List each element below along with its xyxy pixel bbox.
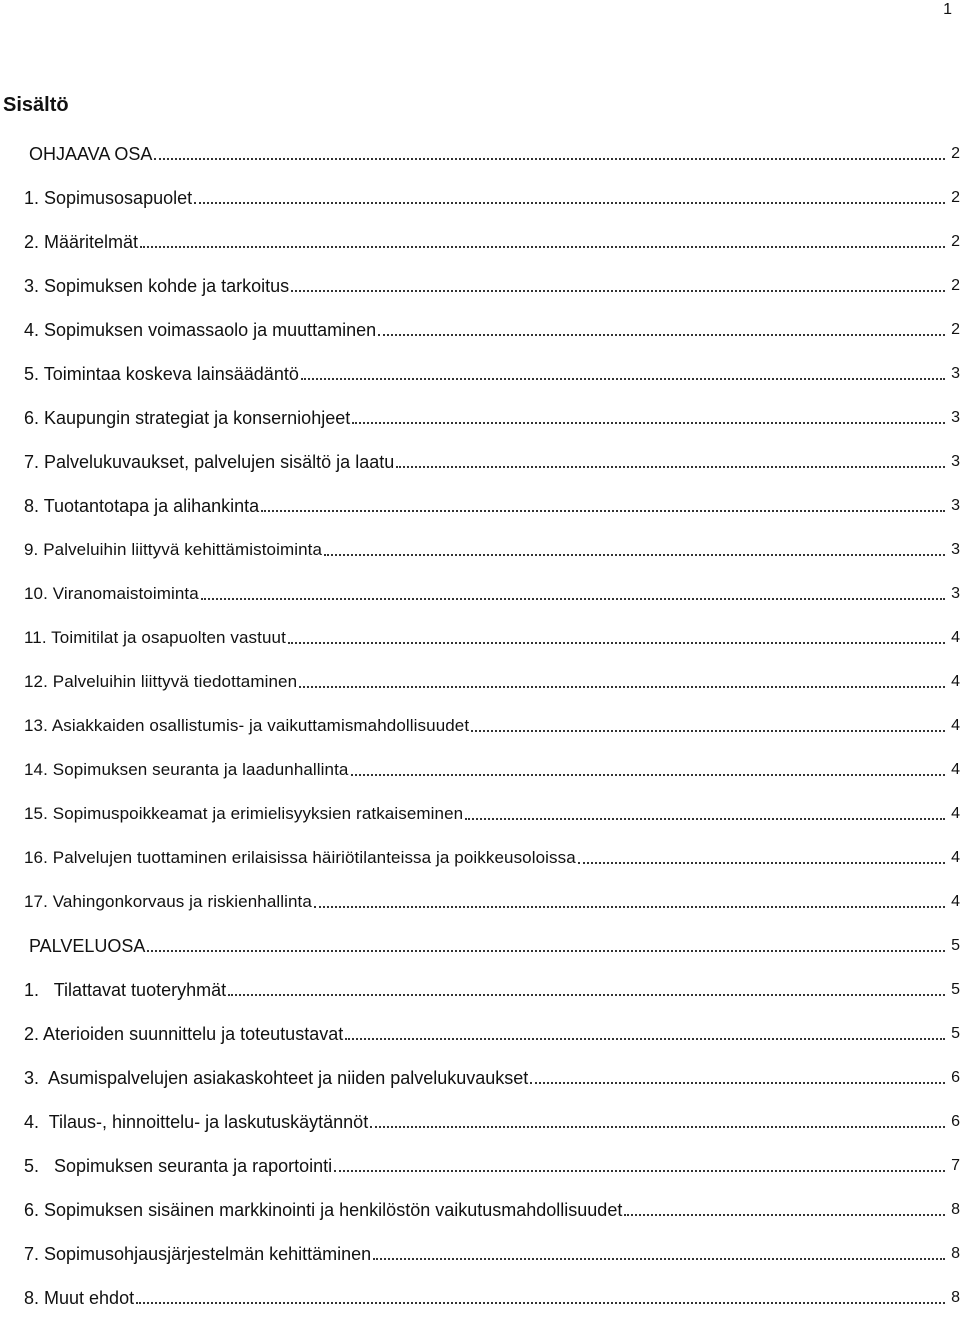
toc-entry-label: 5. Toimintaa koskeva lainsäädäntö xyxy=(24,364,299,384)
dot-leader xyxy=(291,290,945,292)
dot-leader xyxy=(370,1126,945,1128)
toc-entry-page: 7 xyxy=(951,1157,960,1174)
toc-entry-15[interactable] xyxy=(0,795,960,825)
toc-entry-page: 3 xyxy=(951,365,960,382)
toc-entry-6[interactable] xyxy=(0,399,960,429)
dot-leader xyxy=(299,686,945,688)
dot-leader xyxy=(334,1170,945,1172)
toc-entry-page: 8 xyxy=(951,1201,960,1218)
toc-entry-page: 4 xyxy=(951,761,960,778)
toc-entry-11[interactable] xyxy=(0,619,960,649)
toc-entry-17[interactable] xyxy=(0,883,960,913)
toc-entry-label: 15. Sopimuspoikkeamat ja erimielisyyksien ratkaiseminen xyxy=(24,804,464,823)
toc-entry-page: 4 xyxy=(951,849,960,866)
toc-entry-16[interactable] xyxy=(0,839,960,869)
dot-leader xyxy=(314,906,945,908)
toc-entry-label: 3. Sopimuksen kohde ja tarkoitus xyxy=(24,276,290,296)
toc-entry-label: 1. Tilattavat tuoteryhmät xyxy=(24,980,227,1000)
toc-entry-page: 4 xyxy=(951,629,960,646)
toc-entry-palveluosa-5[interactable] xyxy=(0,1147,960,1177)
toc-entry-palveluosa-3[interactable] xyxy=(0,1059,960,1089)
dot-leader xyxy=(201,598,945,600)
toc-entry-palveluosa-7[interactable] xyxy=(0,1235,960,1265)
toc-entry-page: 5 xyxy=(951,937,960,954)
toc-entry-label: PALVELUOSA xyxy=(29,936,146,956)
dot-leader xyxy=(140,246,945,248)
page-number: 1 xyxy=(943,1,952,18)
toc-entry-label: 10. Viranomaistoiminta xyxy=(24,584,199,603)
toc-entry-5[interactable] xyxy=(0,355,960,385)
dot-leader xyxy=(228,994,945,996)
toc-entry-3[interactable] xyxy=(0,267,960,297)
toc-entry-page: 2 xyxy=(951,233,960,250)
toc-entry-page: 2 xyxy=(951,321,960,338)
toc-entry-page: 4 xyxy=(951,717,960,734)
toc-entry-page: 3 xyxy=(951,409,960,426)
toc-entry-page: 5 xyxy=(951,1025,960,1042)
dot-leader xyxy=(624,1214,945,1216)
toc-entry-12[interactable] xyxy=(0,663,960,693)
dot-leader xyxy=(396,466,945,468)
toc-entry-label: 4. Sopimuksen voimassaolo ja muuttaminen xyxy=(24,320,377,340)
dot-leader xyxy=(154,158,945,160)
dot-leader xyxy=(530,1082,945,1084)
toc-entry-label: 13. Asiakkaiden osallistumis- ja vaikuttamismahdollisuudet xyxy=(24,716,470,735)
toc-entry-palveluosa-4[interactable] xyxy=(0,1103,960,1133)
toc-entry-2[interactable] xyxy=(0,223,960,253)
toc-entry-label: 8. Tuotantotapa ja alihankinta xyxy=(24,496,260,516)
toc-entry-page: 2 xyxy=(951,189,960,206)
toc-entry-7[interactable] xyxy=(0,443,960,473)
toc-entry-label: OHJAAVA OSA xyxy=(29,144,153,164)
toc-entry-label: 12. Palveluihin liittyvä tiedottaminen xyxy=(24,672,298,691)
toc-entry-4[interactable] xyxy=(0,311,960,341)
toc-entry-page: 4 xyxy=(951,673,960,690)
toc-entry-page: 5 xyxy=(951,981,960,998)
dot-leader xyxy=(471,730,945,732)
toc-entry-label: 2. Määritelmät xyxy=(24,232,139,252)
toc-entry-label: 2. Aterioiden suunnittelu ja toteutustavat xyxy=(24,1024,344,1044)
toc-entry-label: 17. Vahingonkorvaus ja riskienhallinta xyxy=(24,892,312,911)
dot-leader xyxy=(301,378,945,380)
toc-entry-label: 5. Sopimuksen seuranta ja raportointi xyxy=(24,1156,333,1176)
toc-entry-palveluosa-1[interactable] xyxy=(0,971,960,1001)
dot-leader xyxy=(465,818,945,820)
dot-leader xyxy=(352,422,945,424)
dot-leader xyxy=(378,334,945,336)
dot-leader xyxy=(261,510,945,512)
toc-entry-page: 8 xyxy=(951,1245,960,1262)
dot-leader xyxy=(136,1302,945,1304)
toc-entry-label: 1. Sopimusosapuolet xyxy=(24,188,193,208)
toc-entry-label: 11. Toimitilat ja osapuolten vastuut xyxy=(24,628,286,647)
toc-entry-label: 7. Palvelukuvaukset, palvelujen sisältö ja laatu xyxy=(24,452,395,472)
toc-entry-page: 8 xyxy=(951,1289,960,1306)
toc-entry-page: 2 xyxy=(951,145,960,162)
dot-leader xyxy=(324,554,945,556)
toc-entry-label: 3. Asumispalvelujen asiakaskohteet ja niiden palvelukuvaukset xyxy=(24,1068,529,1088)
toc-entry-1[interactable] xyxy=(0,179,960,209)
dot-leader xyxy=(351,774,946,776)
toc-entry-label: 16. Palvelujen tuottaminen erilaisissa häiriötilanteissa ja poikkeusoloissa xyxy=(24,848,576,867)
toc-entry-label: 7. Sopimusohjausjärjestelmän kehittäminen xyxy=(24,1244,372,1264)
toc-entry-page: 4 xyxy=(951,893,960,910)
toc-entry-label: 9. Palveluihin liittyvä kehittämistoiminta xyxy=(24,540,323,559)
dot-leader xyxy=(194,202,945,204)
toc-entry-label: 4. Tilaus-, hinnoittelu- ja laskutuskäytännöt xyxy=(24,1112,369,1132)
dot-leader xyxy=(288,642,945,644)
toc-entry-label: 14. Sopimuksen seuranta ja laadunhallinta xyxy=(24,760,349,779)
toc-entry-9[interactable] xyxy=(0,531,960,561)
toc-entry-palveluosa-6[interactable] xyxy=(0,1191,960,1221)
dot-leader xyxy=(373,1258,945,1260)
toc-entry-14[interactable] xyxy=(0,751,960,781)
toc-entry-label: 6. Sopimuksen sisäinen markkinointi ja henkilöstön vaikutusmahdollisuudet xyxy=(24,1200,623,1220)
dot-leader xyxy=(147,950,945,952)
toc-entry-label: 8. Muut ehdot xyxy=(24,1288,135,1308)
toc-entry-page: 6 xyxy=(951,1113,960,1130)
toc-entry-10[interactable] xyxy=(0,575,960,605)
toc-entry-13[interactable] xyxy=(0,707,960,737)
toc-title: Sisältö xyxy=(3,94,69,116)
dot-leader xyxy=(578,862,945,864)
toc-entry-label: 6. Kaupungin strategiat ja konserniohjeet xyxy=(24,408,351,428)
toc-entry-page: 3 xyxy=(951,585,960,602)
toc-entry-palveluosa[interactable] xyxy=(0,927,960,957)
toc-entry-ohjaava-osa[interactable] xyxy=(0,135,960,165)
toc-entry-palveluosa-2[interactable] xyxy=(0,1015,960,1045)
toc-entry-palveluosa-8[interactable] xyxy=(0,1279,960,1309)
toc-entry-page: 4 xyxy=(951,805,960,822)
toc-entry-page: 3 xyxy=(951,541,960,558)
toc-entry-page: 6 xyxy=(951,1069,960,1086)
toc-entry-page: 2 xyxy=(951,277,960,294)
toc-entry-page: 3 xyxy=(951,497,960,514)
toc-entry-8[interactable] xyxy=(0,487,960,517)
dot-leader xyxy=(345,1038,945,1040)
toc-entry-page: 3 xyxy=(951,453,960,470)
